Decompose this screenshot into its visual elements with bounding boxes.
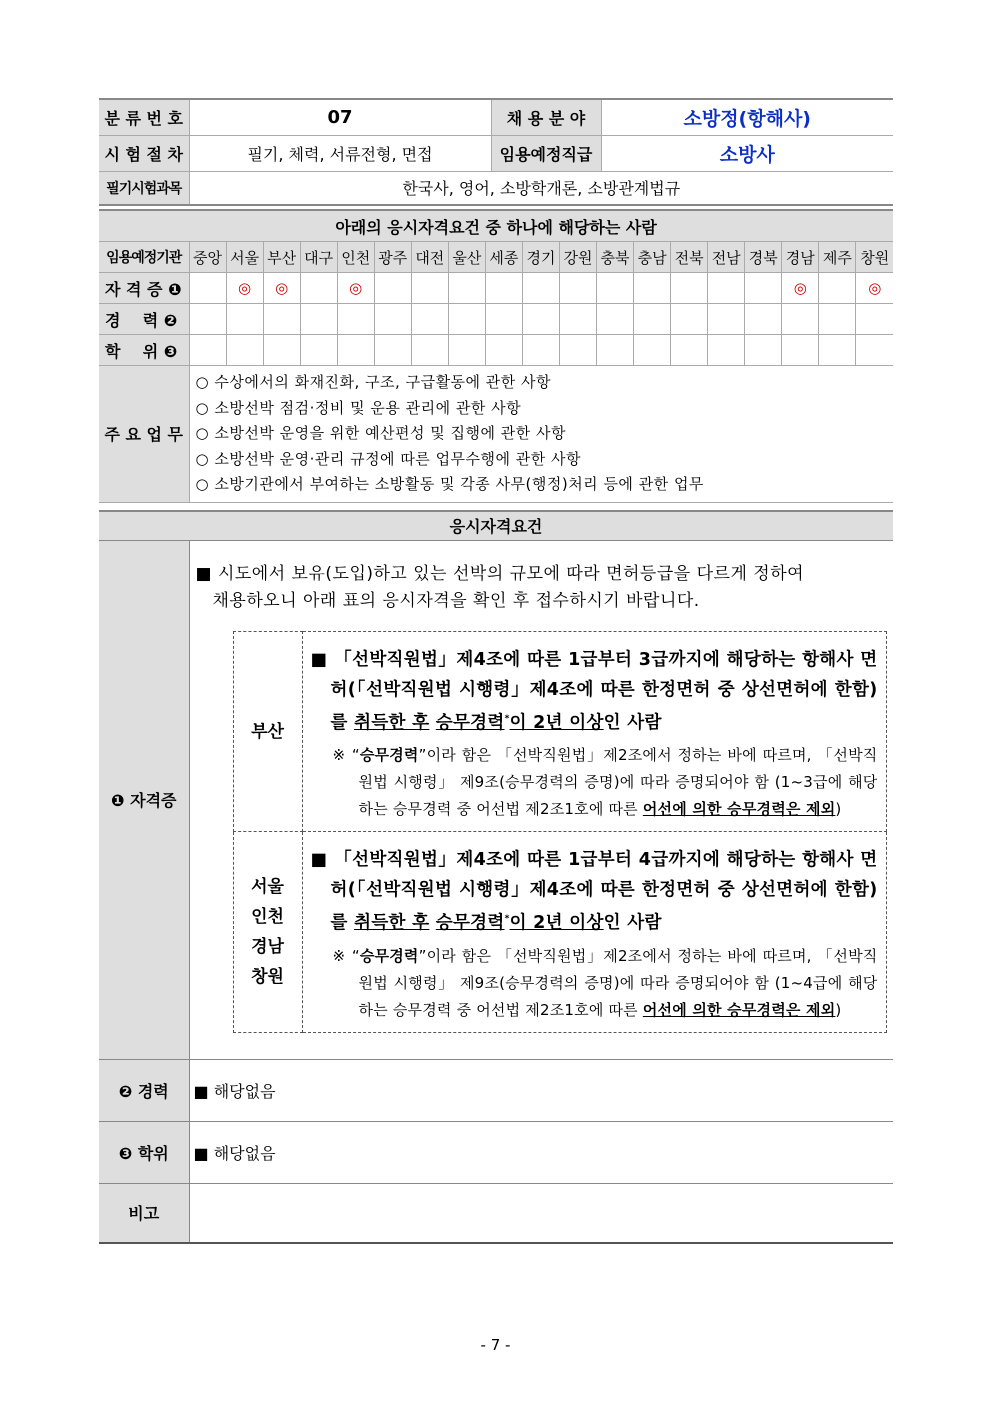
others-main-requirement: ■ 「선박직원법」제4조에 따른 1급부터 4급까지에 해당하는 항해사 면허(「선박직원법 시행령」제4조에 따른 한정면허 중 상선면허에 한함)를 취득한 후 승무경력*이 2년 이상인 사람 [310, 850, 878, 934]
cert-label: ❶ 자격증 [99, 541, 189, 1060]
others-requirement [302, 832, 886, 1032]
matrix-mark [522, 304, 559, 335]
matrix-mark [559, 273, 596, 304]
matrix-mark [448, 273, 485, 304]
matrix-heading: 아래의 응시자격요건 중 하나에 해당하는 사람 [99, 210, 893, 242]
code-value: 07 [189, 99, 491, 135]
eligibility-matrix [99, 209, 893, 503]
duty-item: ○ 소방선박 운영·관리 규정에 따른 업무수행에 관한 사항 [195, 449, 582, 468]
rank-label: 임용예정직급 [491, 135, 601, 171]
agency-cell: 제주 [819, 242, 856, 273]
matrix-mark [337, 335, 374, 366]
matrix-mark [745, 335, 782, 366]
matrix-mark [189, 273, 226, 304]
agency-cell: 충북 [597, 242, 634, 273]
agency-cell: 경북 [745, 242, 782, 273]
matrix-mark [374, 335, 411, 366]
matrix-mark [522, 273, 559, 304]
matrix-mark [856, 335, 893, 366]
matrix-mark [485, 273, 522, 304]
agency-cell: 강원 [559, 242, 596, 273]
region-others [233, 832, 302, 1032]
matrix-mark [671, 273, 708, 304]
region-name: 경남 [251, 936, 284, 957]
matrix-mark [671, 304, 708, 335]
remarks-value [189, 1183, 893, 1243]
cert-row-label: 자 격 증 ❶ [99, 273, 189, 304]
degree-row-label: 학 위 ❸ [99, 335, 189, 366]
duty-item: ○ 소방선박 운영을 위한 예산편성 및 집행에 관한 사항 [195, 424, 567, 442]
agency-cell: 광주 [374, 242, 411, 273]
matrix-mark [559, 335, 596, 366]
matrix-mark [374, 273, 411, 304]
matrix-mark [300, 304, 337, 335]
matrix-mark [263, 304, 300, 335]
agency-cell: 전남 [708, 242, 745, 273]
matrix-mark [226, 304, 263, 335]
intro-line-1: ■ 시도에서 보유(도입)하고 있는 선박의 규모에 따라 면허등급을 다르게 정하여 [195, 564, 805, 584]
agency-cell: 중앙 [189, 242, 226, 273]
agency-cell: 경남 [782, 242, 819, 273]
duty-item: ○ 수상에서의 화재진화, 구조, 구급활동에 관한 사항 [195, 373, 552, 391]
agency-cell: 경기 [522, 242, 559, 273]
code-label: 분 류 번 호 [99, 99, 189, 135]
page-number: - 7 - [480, 1336, 511, 1354]
region-name: 창원 [251, 966, 284, 987]
agency-cell: 세종 [485, 242, 522, 273]
matrix-mark [559, 304, 596, 335]
field-label: 채 용 분 야 [491, 99, 601, 135]
matrix-mark [745, 273, 782, 304]
career-value: ■ 해당없음 [189, 1059, 893, 1121]
agency-label: 임용예정기관 [99, 242, 189, 273]
matrix-mark [411, 304, 448, 335]
agency-cell: 부산 [263, 242, 300, 273]
matrix-mark [448, 304, 485, 335]
busan-note: ※ “승무경력”이라 함은 「선박직원법」제2조에서 정하는 바에 따르며, 「선박직원법 시행령」 제9조(승무경력의 증명)에 따라 증명되어야 함 (1~3급에 해당하는 승무경력 중 어선법 제2조1호에 따른 어선에 의한 승무경력은 제외) [332, 746, 878, 819]
matrix-mark [819, 335, 856, 366]
agency-cell: 울산 [448, 242, 485, 273]
matrix-mark: ◎ [263, 273, 300, 304]
subj-label: 필기시험과목 [99, 171, 189, 205]
matrix-mark [708, 304, 745, 335]
proc-label: 시 험 절 차 [99, 135, 189, 171]
matrix-mark [708, 273, 745, 304]
requirements-table [99, 510, 893, 1245]
busan-requirement [302, 632, 886, 832]
remarks-label: 비고 [99, 1183, 189, 1243]
matrix-mark: ◎ [337, 273, 374, 304]
matrix-mark [634, 335, 671, 366]
region-busan: 부산 [233, 632, 302, 832]
matrix-mark [263, 335, 300, 366]
agency-cell: 창원 [856, 242, 893, 273]
matrix-mark [819, 304, 856, 335]
others-note: ※ “승무경력”이라 함은 「선박직원법」제2조에서 정하는 바에 따르며, 「선박직원법 시행령」 제9조(승무경력의 증명)에 따라 증명되어야 함 (1~4급에 해당하는 승무경력 중 어선법 제2조1호에 따른 어선에 의한 승무경력은 제외) [332, 946, 878, 1019]
duty-item: ○ 소방기관에서 부여하는 소방활동 및 각종 사무(행정)처리 등에 관한 업무 [195, 475, 704, 493]
region-requirements [233, 631, 887, 1033]
matrix-mark: ◎ [226, 273, 263, 304]
field-value: 소방정(항해사) [601, 99, 893, 135]
duty-item: ○ 소방선박 점검·정비 및 운용 관리에 관한 사항 [195, 398, 522, 417]
subj-value: 한국사, 영어, 소방학개론, 소방관계법규 [189, 171, 893, 205]
agency-cell: 인천 [337, 242, 374, 273]
agency-cell: 전북 [671, 242, 708, 273]
cert-intro [190, 541, 894, 625]
matrix-mark [522, 335, 559, 366]
duties-list [189, 366, 893, 503]
matrix-mark [819, 273, 856, 304]
matrix-mark [411, 273, 448, 304]
matrix-mark [782, 304, 819, 335]
matrix-mark [597, 304, 634, 335]
matrix-mark [300, 273, 337, 304]
career-label: ❷ 경력 [99, 1059, 189, 1121]
matrix-mark [411, 335, 448, 366]
intro-line-2: 채용하오니 아래 표의 응시자격을 확인 후 접수하시기 바랍니다. [212, 591, 700, 611]
requirements-heading: 응시자격요건 [99, 511, 893, 541]
rank-value: 소방사 [601, 135, 893, 171]
matrix-mark: ◎ [782, 273, 819, 304]
agency-cell: 대전 [411, 242, 448, 273]
duties-label: 주 요 업 무 [99, 366, 189, 503]
agency-cell: 충남 [634, 242, 671, 273]
matrix-mark [189, 304, 226, 335]
matrix-mark [300, 335, 337, 366]
degree-label: ❸ 학위 [99, 1121, 189, 1183]
matrix-mark [782, 335, 819, 366]
info-table [99, 98, 893, 206]
matrix-mark [374, 304, 411, 335]
region-name: 인천 [251, 906, 284, 927]
matrix-mark: ◎ [856, 273, 893, 304]
cert-content [189, 541, 893, 1060]
proc-value: 필기, 체력, 서류전형, 면접 [189, 135, 491, 171]
region-name: 서울 [251, 876, 284, 897]
matrix-mark [485, 304, 522, 335]
matrix-mark [745, 304, 782, 335]
matrix-mark [597, 335, 634, 366]
matrix-mark [671, 335, 708, 366]
matrix-mark [189, 335, 226, 366]
matrix-mark [485, 335, 522, 366]
agency-cell: 서울 [226, 242, 263, 273]
matrix-mark [337, 304, 374, 335]
matrix-mark [226, 335, 263, 366]
matrix-mark [634, 273, 671, 304]
career-row-label: 경 력 ❷ [99, 304, 189, 335]
matrix-mark [597, 273, 634, 304]
matrix-mark [634, 304, 671, 335]
matrix-mark [448, 335, 485, 366]
matrix-mark [856, 304, 893, 335]
agency-cell: 대구 [300, 242, 337, 273]
degree-value: ■ 해당없음 [189, 1121, 893, 1183]
matrix-mark [708, 335, 745, 366]
document-page [99, 98, 893, 1244]
busan-main-requirement: ■ 「선박직원법」제4조에 따른 1급부터 3급까지에 해당하는 항해사 면허(「선박직원법 시행령」제4조에 따른 한정면허 중 상선면허에 한함)를 취득한 후 승무경력*이 2년 이상인 사람 [310, 650, 878, 733]
